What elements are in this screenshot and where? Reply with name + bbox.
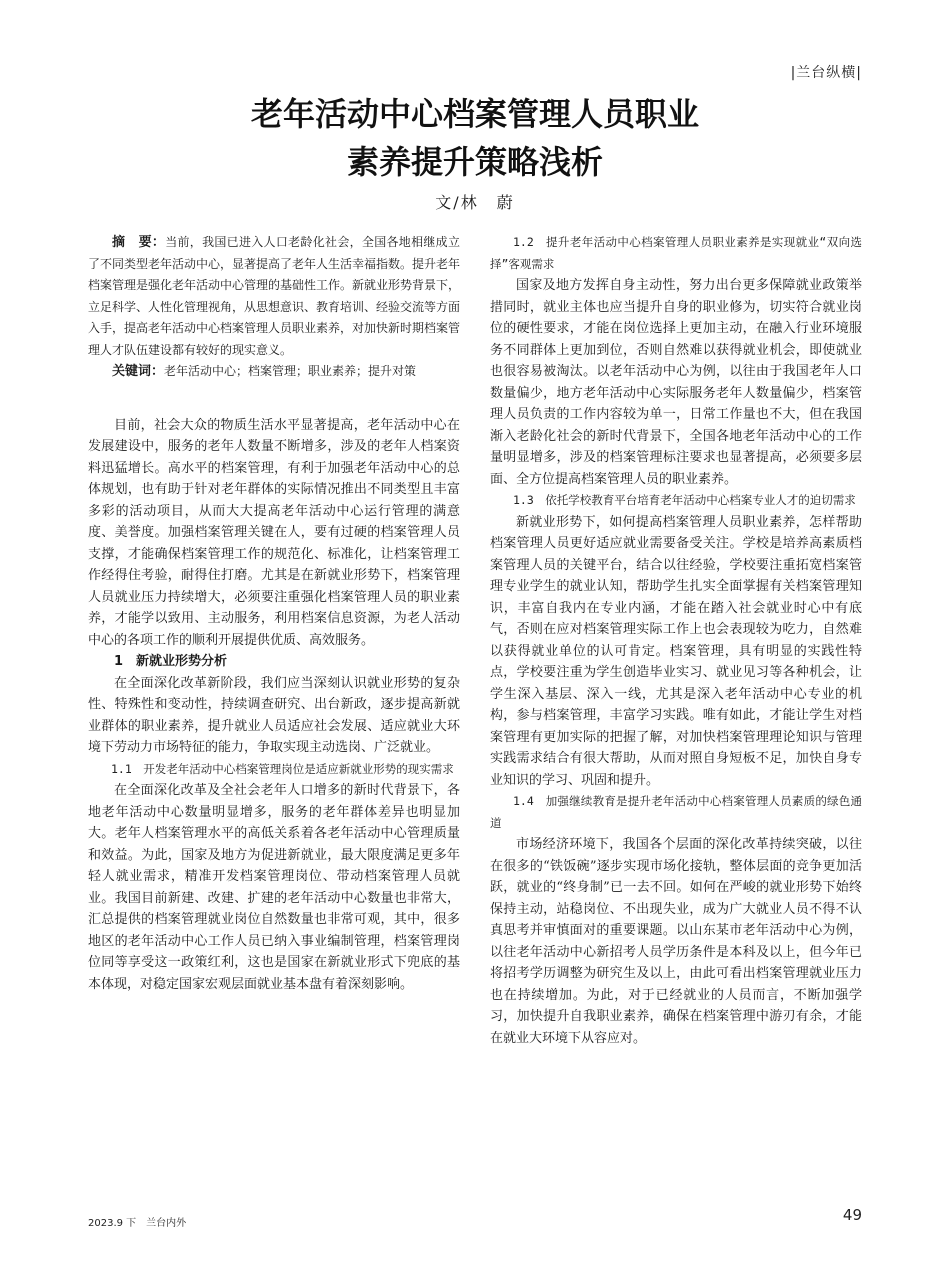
title-line-2: 素养提升策略浅析 [346,143,603,181]
title-line-1: 老年活动中心档案管理人员职业 [250,95,699,133]
author-line: 文/林 蔚 [435,193,515,212]
spacer [88,383,460,415]
section-1-4-paragraph: 市场经济环境下，我国各个层面的深化改革持续突破，以往在很多的“铁饭碗”逐步实现市场化接轨，整体层面的竞争更加活跃，就业的“终身制”已一去不回。如何在严峻的就业形势下始终保持主动，站稳岗位、不出现失业，成为广大就业人员不得不认真思考并审慎面对的重要课题。以山东某市老年活动中心为例，以往老年活动中心新招考人员学历条件是本科及以上，但今年已将招考学历调整为研究生及以上，由此可看出档案管理就业压力也在持续增加。为此，对于已经就业的人员而言，不断加强学习，加快提升自我职业素养，确保在档案管理中游刃有余，才能在就业大环境下从容应对。 [490,837,862,1046]
intro-paragraph: 目前，社会大众的物质生活水平显著提高，老年活动中心在发展建设中，服务的老年人数量不断增多，涉及的老年人档案资料迅猛增长。高水平的档案管理，有利于加强老年活动中心的总体规划，也有助于针对老年群体的实际情况推出不同类型且丰富多彩的活动项目，从而大大提高老年活动中心运行管理的满意度、美誉度。加强档案管理关键在人，要有过硬的档案管理人员支撑，才能确保档案管理工作的规范化、标准化，让档案管理工作经得住考验，耐得住打磨。尤其是在新就业形势下，档案管理人员就业压力持续增大，必须要注重强化档案管理人员的职业素养，才能学以致用、主动服务，利用档案信息资源，为老人活动中心的各项工作的顺利开展提供优质、高效服务。 [88,417,460,648]
section-1-2-heading: 1.2 提升老年活动中心档案管理人员职业素养是实现就业“双向选择”客观需求 [490,235,862,271]
section-1-1-heading: 1.1 开发老年活动中心档案管理岗位是适应新就业形势的现实需求 [111,761,454,776]
keywords [88,361,460,383]
keywords-label: 关键词： [112,364,165,379]
section-1-paragraph: 在全面深化改革新阶段，我们应当深刻认识就业形势的复杂性、特殊性和变动性，持续调查研究、出台新政，逐步提高新就业群体的职业素养，提升就业人员适应社会发展、适应就业大环境下劳动力市场特征的能力，争取实现主动选岗、广泛就业。 [88,675,460,755]
section-1-2-paragraph: 国家及地方发挥自身主动性，努力出台更多保障就业政策举措同时，就业主体也应当提升自身的职业修为，切实符合就业岗位的硬性要求，才能在岗位选择上更加主动，在融入行业环境服务不同群体上更加到位，否则自然难以获得就业机会，即使就业也很容易被淘汰。以老年活动中心为例，以往由于我国老年人口数量偏少，地方老年活动中心实际服务老年人数量偏少，档案管理人员负责的工作内容较为单一，日常工作量也不大，但在我国渐入老龄化社会的新时代背景下，全国各地老年活动中心的工作量明显增多，涉及的档案管理标注要求也显著提高，必须要多层面、全方位提高档案管理人员的职业素养。 [490,278,862,487]
section-1-1-paragraph: 在全面深化改革及全社会老年人口增多的新时代背景下，各地老年活动中心数量明显增多，服务的老年群体差异也明显加大。老年人档案管理水平的高低关系着各老年活动中心管理质量和效益。为此，国家及地方为促进新就业，最大限度满足更多年轻人就业需求，精准开发档案管理岗位、带动档案管理人员就业。我国目前新建、改建、扩建的老年活动中心数量也非常大，汇总提供的档案管理就业岗位自然数量也非常可观，其中，很多地区的老年活动中心工作人员已纳入事业编制管理，档案管理岗位同等享受这一政策红利，这也是国家在新就业形式下兜底的基本体现，对稳定国家宏观层面就业基本盘有着深刻影响。 [88,783,460,992]
left-column [88,232,460,995]
column-tag: |兰台纵横| [790,65,862,81]
section-1-4-heading: 1.4 加强继续教育是提升老年活动中心档案管理人员素质的绿色通道 [490,794,862,830]
abstract-block [88,232,460,383]
page-number: 49 [842,1206,862,1224]
keywords-text: 老年活动中心；档案管理；职业素养；提升对策 [164,364,417,378]
footer-issue: 2023.9 下 兰台内外 [88,1218,187,1229]
abstract [88,232,460,361]
section-1-3-paragraph: 新就业形势下，如何提高档案管理人员职业素养，怎样帮助档案管理人员更好适应就业需要备受关注。学校是培养高素质档案管理人员的关键平台，结合以往经验，学校要注重拓宽档案管理专业学生的就业认知，帮助学生扎实全面掌握有关档案管理知识，丰富自我内在专业内涵，才能在踏入社会就业时心中有底气，否则在应对档案管理实际工作上也会表现较为吃力，自然难以获得就业单位的认可肯定。档案管理，具有明显的实践性特点，学校要注重为学生创造毕业实习、就业见习等各种机会，让学生深入基层、深入一线，尤其是深入老年活动中心专业的机构，参与档案管理，丰富学习实践。唯有如此，才能让学生对档案管理有更加实际的把握了解，对加快档案管理理论知识与管理实践需求结合有很大帮助，从而对照自身短板不足，加快自身专业知识的学习、巩固和提升。 [490,514,862,788]
abstract-text: 当前，我国已进入人口老龄化社会，全国各地相继成立了不同类型老年活动中心，显著提高了老年人生活幸福指数。提升老年档案管理是强化老年活动中心管理的基础性工作。新就业形势背景下，立足科学、人性化管理视角，从思想意识、教育培训、经验交流等方面入手，提高老年活动中心档案管理人员职业素养，对加快新时期档案管理人才队伍建设都有较好的现实意义。 [88,235,461,357]
section-1-heading: 1 新就业形势分析 [114,654,228,669]
abstract-label: 摘 要： [112,235,166,250]
article-title [0,90,950,186]
right-column [490,232,862,1049]
section-1-3-heading: 1.3 依托学校教育平台培育老年活动中心档案专业人才的迫切需求 [513,493,856,507]
